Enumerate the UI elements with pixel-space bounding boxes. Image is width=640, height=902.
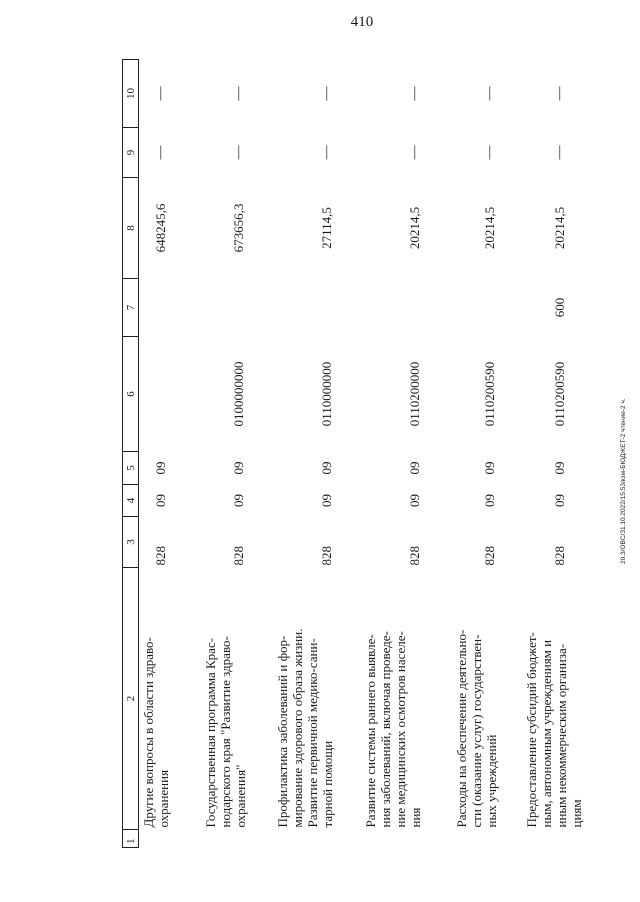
- subsection-cell: 09: [481, 461, 497, 475]
- column-10-cell: —: [230, 86, 246, 101]
- column-9-cell: —: [230, 145, 246, 160]
- row-text-line: охранения: [156, 769, 171, 828]
- expense-type-cell: [355, 279, 442, 337]
- row-text-line: Развитие системы раннего выявле-: [362, 634, 378, 828]
- row-text-line: Профилактика заболеваний и фор-: [274, 635, 290, 828]
- column-9-cell: —: [153, 145, 168, 160]
- code-cell: 828: [230, 546, 246, 566]
- row-text-cell: [189, 568, 261, 830]
- row-text-line: ние медицинских осмотров населе-: [392, 631, 408, 828]
- row-text-cell: [261, 568, 355, 830]
- expense-type-cell: [139, 279, 189, 337]
- document-stamp: 20.3/OBC/31.10.2022/15:53/кзм-БЮДЖЕТ-2 чтение-2 ч.: [620, 398, 627, 564]
- row-text-line: Другие вопросы в области здраво-: [141, 637, 156, 828]
- subsection-cell: 09: [406, 461, 422, 475]
- table-row: [261, 60, 355, 848]
- row-text-line: циям: [568, 799, 584, 828]
- column-9-cell: —: [406, 145, 422, 160]
- target-article-cell: 0100000000: [230, 361, 246, 427]
- column-10-cell: —: [481, 86, 497, 101]
- row-text-line: Развитие первичной медико-сани-: [304, 638, 320, 828]
- amount-cell: 20214,5: [406, 206, 422, 250]
- amount-cell: 648245,6: [153, 203, 168, 253]
- header-cell-4: 4: [123, 485, 139, 517]
- column-9-cell: —: [551, 145, 567, 160]
- header-cell-8: 8: [123, 178, 139, 279]
- row-text-line: сти (оказание услуг) государствен-: [468, 634, 484, 828]
- row-number-cell: [261, 830, 355, 848]
- column-10-cell: —: [318, 86, 334, 101]
- budget-table: [122, 59, 606, 848]
- row-text-line: нодарского края "Развитие здраво-: [217, 636, 233, 828]
- header-cell-7: 7: [123, 279, 139, 337]
- expense-type-cell: [189, 279, 261, 337]
- section-cell: 09: [230, 494, 246, 507]
- subsection-cell: 09: [318, 461, 334, 475]
- row-text-line: тарной помощи: [319, 740, 335, 828]
- row-text-cell: [442, 568, 514, 830]
- table-body: [139, 60, 606, 848]
- code-cell: 828: [406, 546, 422, 566]
- amount-cell: 20214,5: [551, 206, 567, 250]
- amount-cell: 27114,5: [318, 207, 334, 249]
- row-text-line: ния заболеваний, включая проведе-: [377, 631, 393, 828]
- row-text-line: мирование здорового образа жизни.: [289, 628, 305, 828]
- row-text-line: ным, автономным учреждениям и: [538, 639, 554, 828]
- code-cell: 828: [318, 546, 334, 566]
- target-article-cell: 0110200590: [551, 361, 567, 427]
- column-10-cell: —: [153, 86, 168, 101]
- row-text-line: иным некоммерческим организа-: [553, 643, 569, 828]
- column-10-cell: —: [406, 86, 422, 101]
- row-text-line: Государственная программа Крас-: [202, 637, 218, 828]
- section-cell: 09: [153, 494, 168, 507]
- header-cell-9: 9: [123, 128, 139, 178]
- target-article-cell: [139, 337, 189, 452]
- row-text-line: ния: [407, 807, 423, 828]
- section-cell: 09: [481, 494, 497, 507]
- header-cell-5: 5: [123, 452, 139, 485]
- section-cell: 09: [551, 494, 567, 507]
- subsection-cell: 09: [153, 461, 168, 475]
- table-row: [189, 60, 261, 848]
- expense-type-cell: [442, 279, 514, 337]
- row-text-line: охранения": [232, 764, 248, 828]
- header-cell-3: 3: [123, 517, 139, 568]
- rotated-table-region: [122, 60, 597, 848]
- table-row: [514, 60, 606, 848]
- header-row: [123, 60, 139, 848]
- row-number-cell: [355, 830, 442, 848]
- row-text-cell: [139, 568, 189, 830]
- row-number-cell: [139, 830, 189, 848]
- row-number-cell: [189, 830, 261, 848]
- subsection-cell: 09: [551, 461, 567, 475]
- header-cell-1: 1: [123, 830, 139, 848]
- code-cell: 828: [481, 546, 497, 566]
- header-cell-6: 6: [123, 337, 139, 452]
- column-9-cell: —: [318, 145, 334, 160]
- table-row: [355, 60, 442, 848]
- header-cell-2: 2: [123, 568, 139, 830]
- row-text-cell: [355, 568, 442, 830]
- section-cell: 09: [406, 494, 422, 507]
- table-row: [442, 60, 514, 848]
- column-10-cell: —: [551, 86, 567, 101]
- amount-cell: 673656,3: [230, 203, 246, 253]
- target-article-cell: 0110000000: [318, 361, 334, 427]
- row-text-cell: [514, 568, 606, 830]
- section-cell: 09: [318, 494, 334, 507]
- row-number-cell: [442, 830, 514, 848]
- expense-type-cell: 600: [551, 297, 567, 318]
- row-text-line: Предоставление субсидий бюджет-: [523, 632, 539, 828]
- table-row: [139, 60, 189, 848]
- target-article-cell: 0110200590: [481, 361, 497, 427]
- amount-cell: 20214,5: [481, 206, 497, 250]
- code-cell: 828: [551, 546, 567, 566]
- target-article-cell: 0110200000: [406, 361, 422, 427]
- row-text-line: Расходы на обеспечение деятельно-: [453, 629, 469, 828]
- table-header: [123, 60, 139, 848]
- subsection-cell: 09: [230, 461, 246, 475]
- header-cell-10: 10: [123, 60, 139, 128]
- page-number: 410: [350, 14, 374, 30]
- expense-type-cell: [261, 279, 355, 337]
- row-text-line: ных учреждений: [483, 734, 499, 828]
- column-9-cell: —: [481, 145, 497, 160]
- row-number-cell: [514, 830, 606, 848]
- code-cell: 828: [153, 546, 168, 566]
